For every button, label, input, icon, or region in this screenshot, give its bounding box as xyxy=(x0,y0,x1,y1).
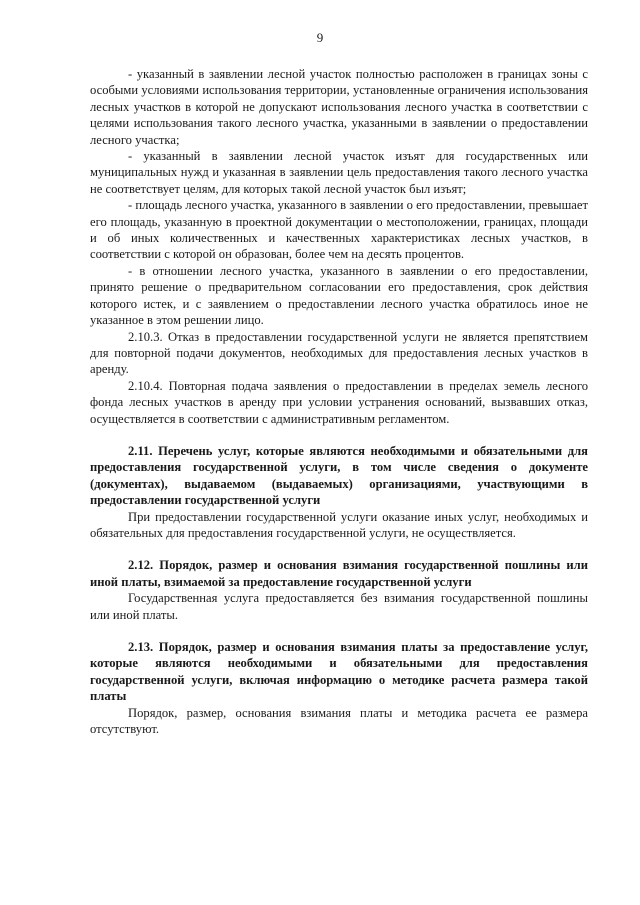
section-2-13-heading: 2.13. Порядок, размер и основания взимания платы за предоставление услуг, которые являются необходимыми и обязательными для предоставления государственной услуги, включая информацию о методике расчета размера такой платы xyxy=(90,640,588,704)
section-2-12-body: Государственная услуга предоставляется без взимания государственной пошлины или иной платы. xyxy=(90,591,588,622)
document-body xyxy=(90,66,588,737)
paragraph-area-exceeds: - площадь лесного участка, указанного в заявлении о его предоставлении, превышает его площадь, указанную в проектной документации о местоположении, границах, площади и об иных количественных и качественных характеристиках лесных участков, в соответствии с которой он образован, более чем на десять процентов. xyxy=(90,198,588,262)
paragraph-zone-restriction: - указанный в заявлении лесной участок полностью расположен в границах зоны с особыми условиями использования территории, установленные ограничения использования лесных участков в которой не допускают использования лесного участка в соответствии с целями использования такого лесного участка, указанными в заявлении о предоставлении лесного участка; xyxy=(90,67,588,147)
section-2-12-heading: 2.12. Порядок, размер и основания взимания государственной пошлины или иной платы, взимаемой за предоставление государственной услуги xyxy=(90,558,588,589)
paragraph-2-10-3: 2.10.3. Отказ в предоставлении государственной услуги не является препятствием для повторной подачи документов, необходимых для предоставления лесных участков в аренду. xyxy=(90,329,588,377)
paragraph-seized-plot: - указанный в заявлении лесной участок изъят для государственных или муниципальных нужд и указанная в заявлении цель предоставления такого лесного участка не соответствует целям, для которых такой лесной участок был изъят; xyxy=(90,149,588,196)
section-2-11-heading: 2.11. Перечень услуг, которые являются необходимыми и обязательными для предоставления государственной услуги, в том числе сведения о документе (документах), выдаваемом (выдаваемых) организациями, участвующими в предоставлении государственной услуги xyxy=(90,443,588,508)
section-2-11-body: При предоставлении государственной услуги оказание иных услуг, необходимых и обязательных для предоставления государственной услуги, не осуществляется. xyxy=(90,509,588,540)
page-number: 9 xyxy=(316,30,324,45)
section-2-13-body: Порядок, размер, основания взимания платы и методика расчета ее размера отсутствуют. xyxy=(90,705,588,737)
paragraph-2-10-4: 2.10.4. Повторная подача заявления о предоставлении в пределах земель лесного фонда лесных участков в аренду при условии устранения оснований, вызвавших отказ, осуществляется в соответствии с административным регламентом. xyxy=(90,378,588,426)
paragraph-expired-decision: - в отношении лесного участка, указанного в заявлении о его предоставлении, принято решение о предварительном согласовании его предоставления, срок действия которого истек, и с заявлением о предоставлении лесного участка обратилось иное не указанное в этом решении лицо. xyxy=(90,263,588,328)
